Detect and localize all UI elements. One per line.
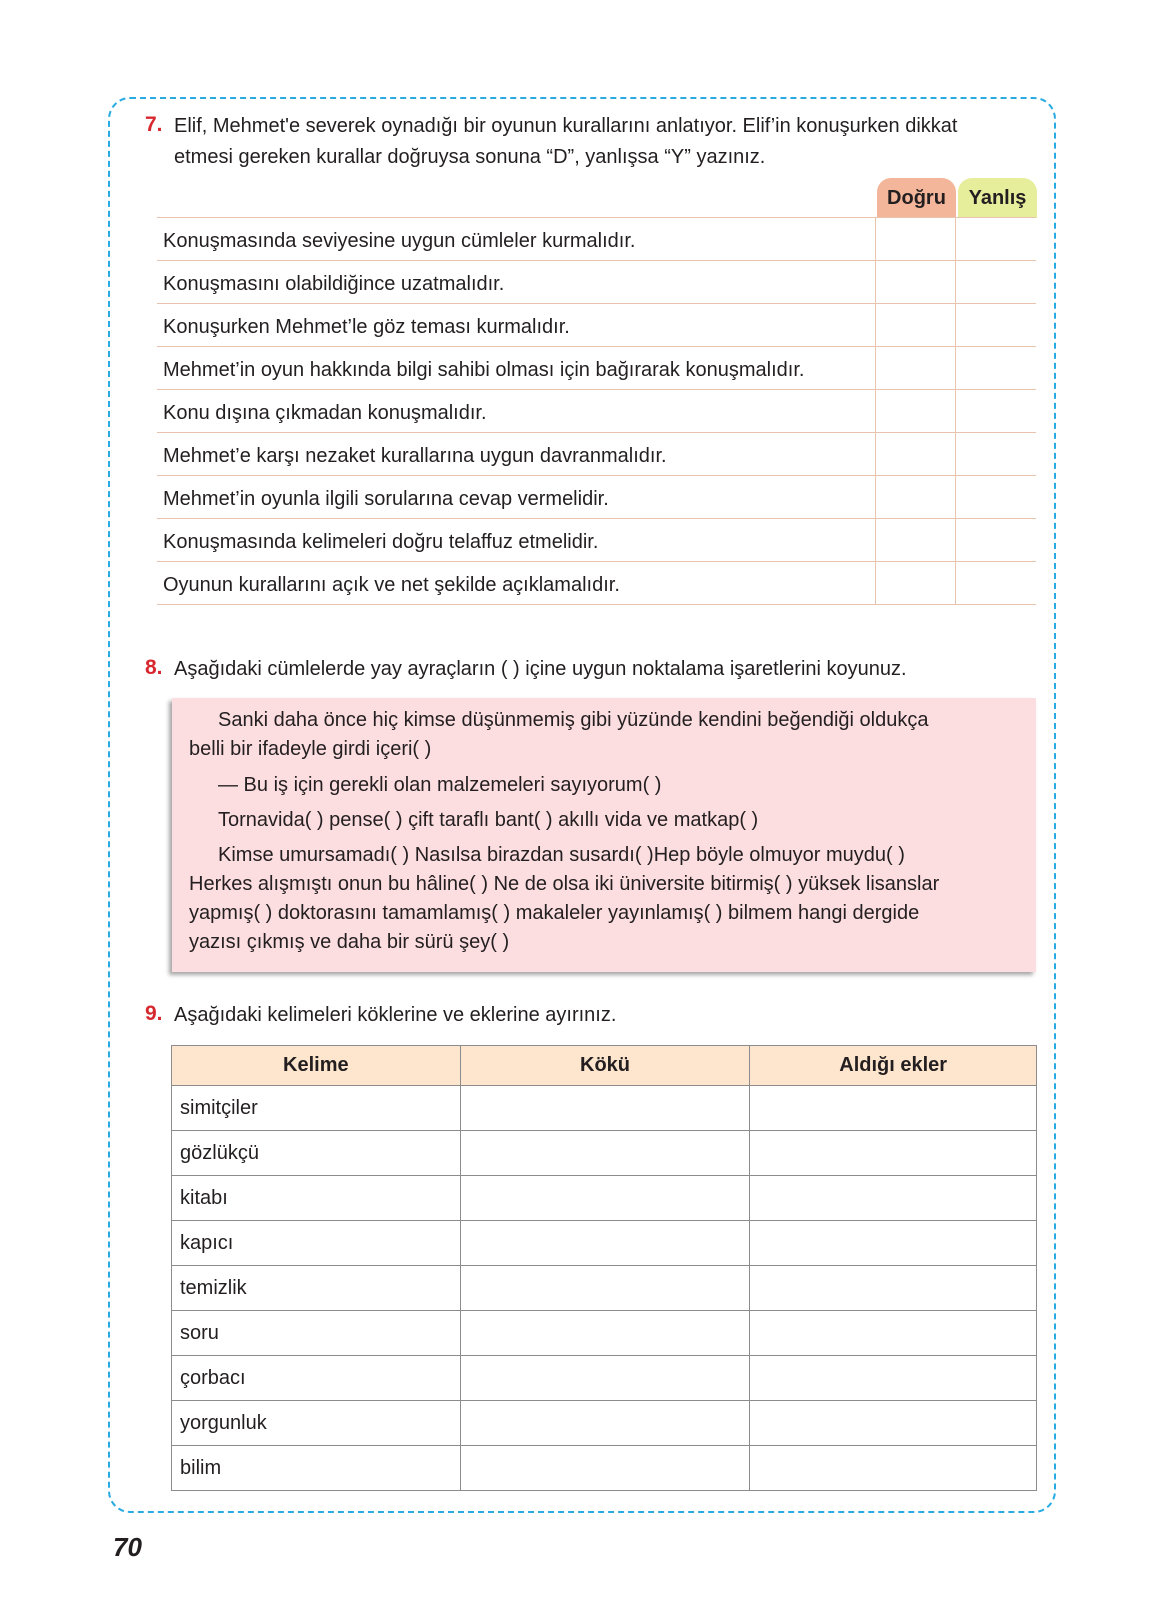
answer-cell-yanlis[interactable] (955, 390, 1036, 432)
word-cell: bilim (172, 1446, 461, 1491)
header-dogru: Doğru (877, 178, 956, 218)
passage-line: Tornavida( ) pense( ) çift taraflı bant( ) akıllı vida ve matkap( ) (218, 809, 759, 831)
suffix-cell[interactable] (750, 1401, 1037, 1446)
passage-line: Kimse umursamadı( ) Nasılsa birazdan susardı( )Hep böyle olmuyor muydu( ) (218, 844, 905, 866)
root-cell[interactable] (460, 1311, 750, 1356)
root-cell[interactable] (460, 1221, 750, 1266)
answer-cell-yanlis[interactable] (955, 304, 1036, 346)
answer-cell-yanlis[interactable] (955, 476, 1036, 518)
table-row (172, 1266, 1037, 1311)
table-row (172, 1401, 1037, 1446)
q9-text: Aşağıdaki kelimeleri köklerine ve eklerine ayırınız. (174, 1004, 617, 1026)
q7-text-line2: etmesi gereken kurallar doğruysa sonuna “D”, yanlışsa “Y” yazınız. (174, 146, 766, 168)
word-cell: gözlükçü (172, 1131, 461, 1176)
answer-cell-dogru[interactable] (875, 304, 955, 346)
q8-text: Aşağıdaki cümlelerde yay ayraçların ( ) içine uygun noktalama işaretlerini koyunuz. (174, 658, 907, 680)
answer-cell-yanlis[interactable] (955, 261, 1036, 303)
word-cell: kitabı (172, 1176, 461, 1221)
suffix-cell[interactable] (750, 1086, 1037, 1131)
header-yanlis: Yanlış (958, 178, 1037, 218)
passage-line: yazısı çıkmış ve daha bir sürü şey( ) (189, 931, 510, 953)
suffix-cell[interactable] (750, 1221, 1037, 1266)
word-cell: soru (172, 1311, 461, 1356)
suffix-cell[interactable] (750, 1356, 1037, 1401)
tf-row-label: Mehmet’e karşı nezaket kurallarına uygun davranmalıdır. (163, 445, 667, 467)
tf-row-label: Konuşurken Mehmet’le göz teması kurmalıdır. (163, 316, 570, 338)
tf-row (157, 390, 1036, 433)
answer-cell-dogru[interactable] (875, 519, 955, 561)
root-cell[interactable] (460, 1176, 750, 1221)
answer-cell-dogru[interactable] (875, 562, 955, 604)
answer-cell-yanlis[interactable] (955, 347, 1036, 389)
answer-cell-dogru[interactable] (875, 261, 955, 303)
table-row (172, 1356, 1037, 1401)
table-row (172, 1221, 1037, 1266)
table-row (172, 1176, 1037, 1221)
answer-cell-yanlis[interactable] (955, 562, 1036, 604)
suffix-cell[interactable] (750, 1446, 1037, 1491)
answer-cell-yanlis[interactable] (955, 433, 1036, 475)
col-koku: Kökü (460, 1046, 750, 1086)
table-row (172, 1311, 1037, 1356)
answer-cell-dogru[interactable] (875, 347, 955, 389)
suffix-cell[interactable] (750, 1131, 1037, 1176)
suffix-cell[interactable] (750, 1311, 1037, 1356)
tf-row (157, 476, 1036, 519)
table-row (172, 1446, 1037, 1491)
table-header-row (172, 1046, 1037, 1086)
answer-cell-dogru[interactable] (875, 218, 955, 260)
tf-row (157, 218, 1036, 261)
tf-row-label: Konuşmasında kelimeleri doğru telaffuz etmelidir. (163, 531, 599, 553)
tf-row-label: Mehmet’in oyunla ilgili sorularına cevap vermelidir. (163, 488, 609, 510)
suffix-cell[interactable] (750, 1266, 1037, 1311)
tf-row (157, 304, 1036, 347)
col-kelime: Kelime (172, 1046, 461, 1086)
tf-row (157, 433, 1036, 476)
word-cell: çorbacı (172, 1356, 461, 1401)
suffix-cell[interactable] (750, 1176, 1037, 1221)
passage-line: yapmış( ) doktorasını tamamlamış( ) makaleler yayınlamış( ) bilmem hangi dergide (189, 902, 920, 924)
answer-cell-dogru[interactable] (875, 476, 955, 518)
root-cell[interactable] (460, 1401, 750, 1446)
answer-cell-dogru[interactable] (875, 390, 955, 432)
q9-number: 9. (145, 1002, 163, 1025)
q7-number: 7. (145, 113, 163, 136)
tf-row (157, 562, 1036, 605)
tf-row (157, 519, 1036, 562)
word-cell: simitçiler (172, 1086, 461, 1131)
root-cell[interactable] (460, 1086, 750, 1131)
tf-row-label: Oyunun kurallarını açık ve net şekilde açıklamalıdır. (163, 574, 620, 596)
answer-cell-dogru[interactable] (875, 433, 955, 475)
table-row (172, 1131, 1037, 1176)
tf-row (157, 347, 1036, 390)
roots-table (171, 1045, 1037, 1491)
root-cell[interactable] (460, 1131, 750, 1176)
root-cell[interactable] (460, 1446, 750, 1491)
word-cell: yorgunluk (172, 1401, 461, 1446)
passage-line: Herkes alışmıştı onun bu hâline( ) Ne de olsa iki üniversite bitirmiş( ) yüksek lisanslar (189, 873, 940, 895)
tf-row-label: Konu dışına çıkmadan konuşmalıdır. (163, 402, 487, 424)
table-row (172, 1086, 1037, 1131)
root-cell[interactable] (460, 1266, 750, 1311)
passage-line: Sanki daha önce hiç kimse düşünmemiş gibi yüzünde kendini beğendiği oldukça (218, 709, 929, 731)
q8-number: 8. (145, 656, 163, 679)
answer-cell-yanlis[interactable] (955, 519, 1036, 561)
tf-row-label: Konuşmasında seviyesine uygun cümleler kurmalıdır. (163, 230, 636, 252)
q7-text-line1: Elif, Mehmet'e severek oynadığı bir oyunun kurallarını anlatıyor. Elif’in konuşurken dikkat (174, 115, 958, 137)
page-number: 70 (113, 1532, 142, 1562)
tf-row-label: Mehmet’in oyun hakkında bilgi sahibi olması için bağırarak konuşmalıdır. (163, 359, 805, 381)
word-cell: temizlik (172, 1266, 461, 1311)
word-cell: kapıcı (172, 1221, 461, 1266)
root-cell[interactable] (460, 1356, 750, 1401)
passage-line: — Bu iş için gerekli olan malzemeleri sayıyorum( ) (218, 774, 662, 796)
tf-row (157, 261, 1036, 304)
passage-line: belli bir ifadeyle girdi içeri( ) (189, 738, 432, 760)
answer-cell-yanlis[interactable] (955, 218, 1036, 260)
col-ekler: Aldığı ekler (750, 1046, 1037, 1086)
tf-row-label: Konuşmasını olabildiğince uzatmalıdır. (163, 273, 505, 295)
